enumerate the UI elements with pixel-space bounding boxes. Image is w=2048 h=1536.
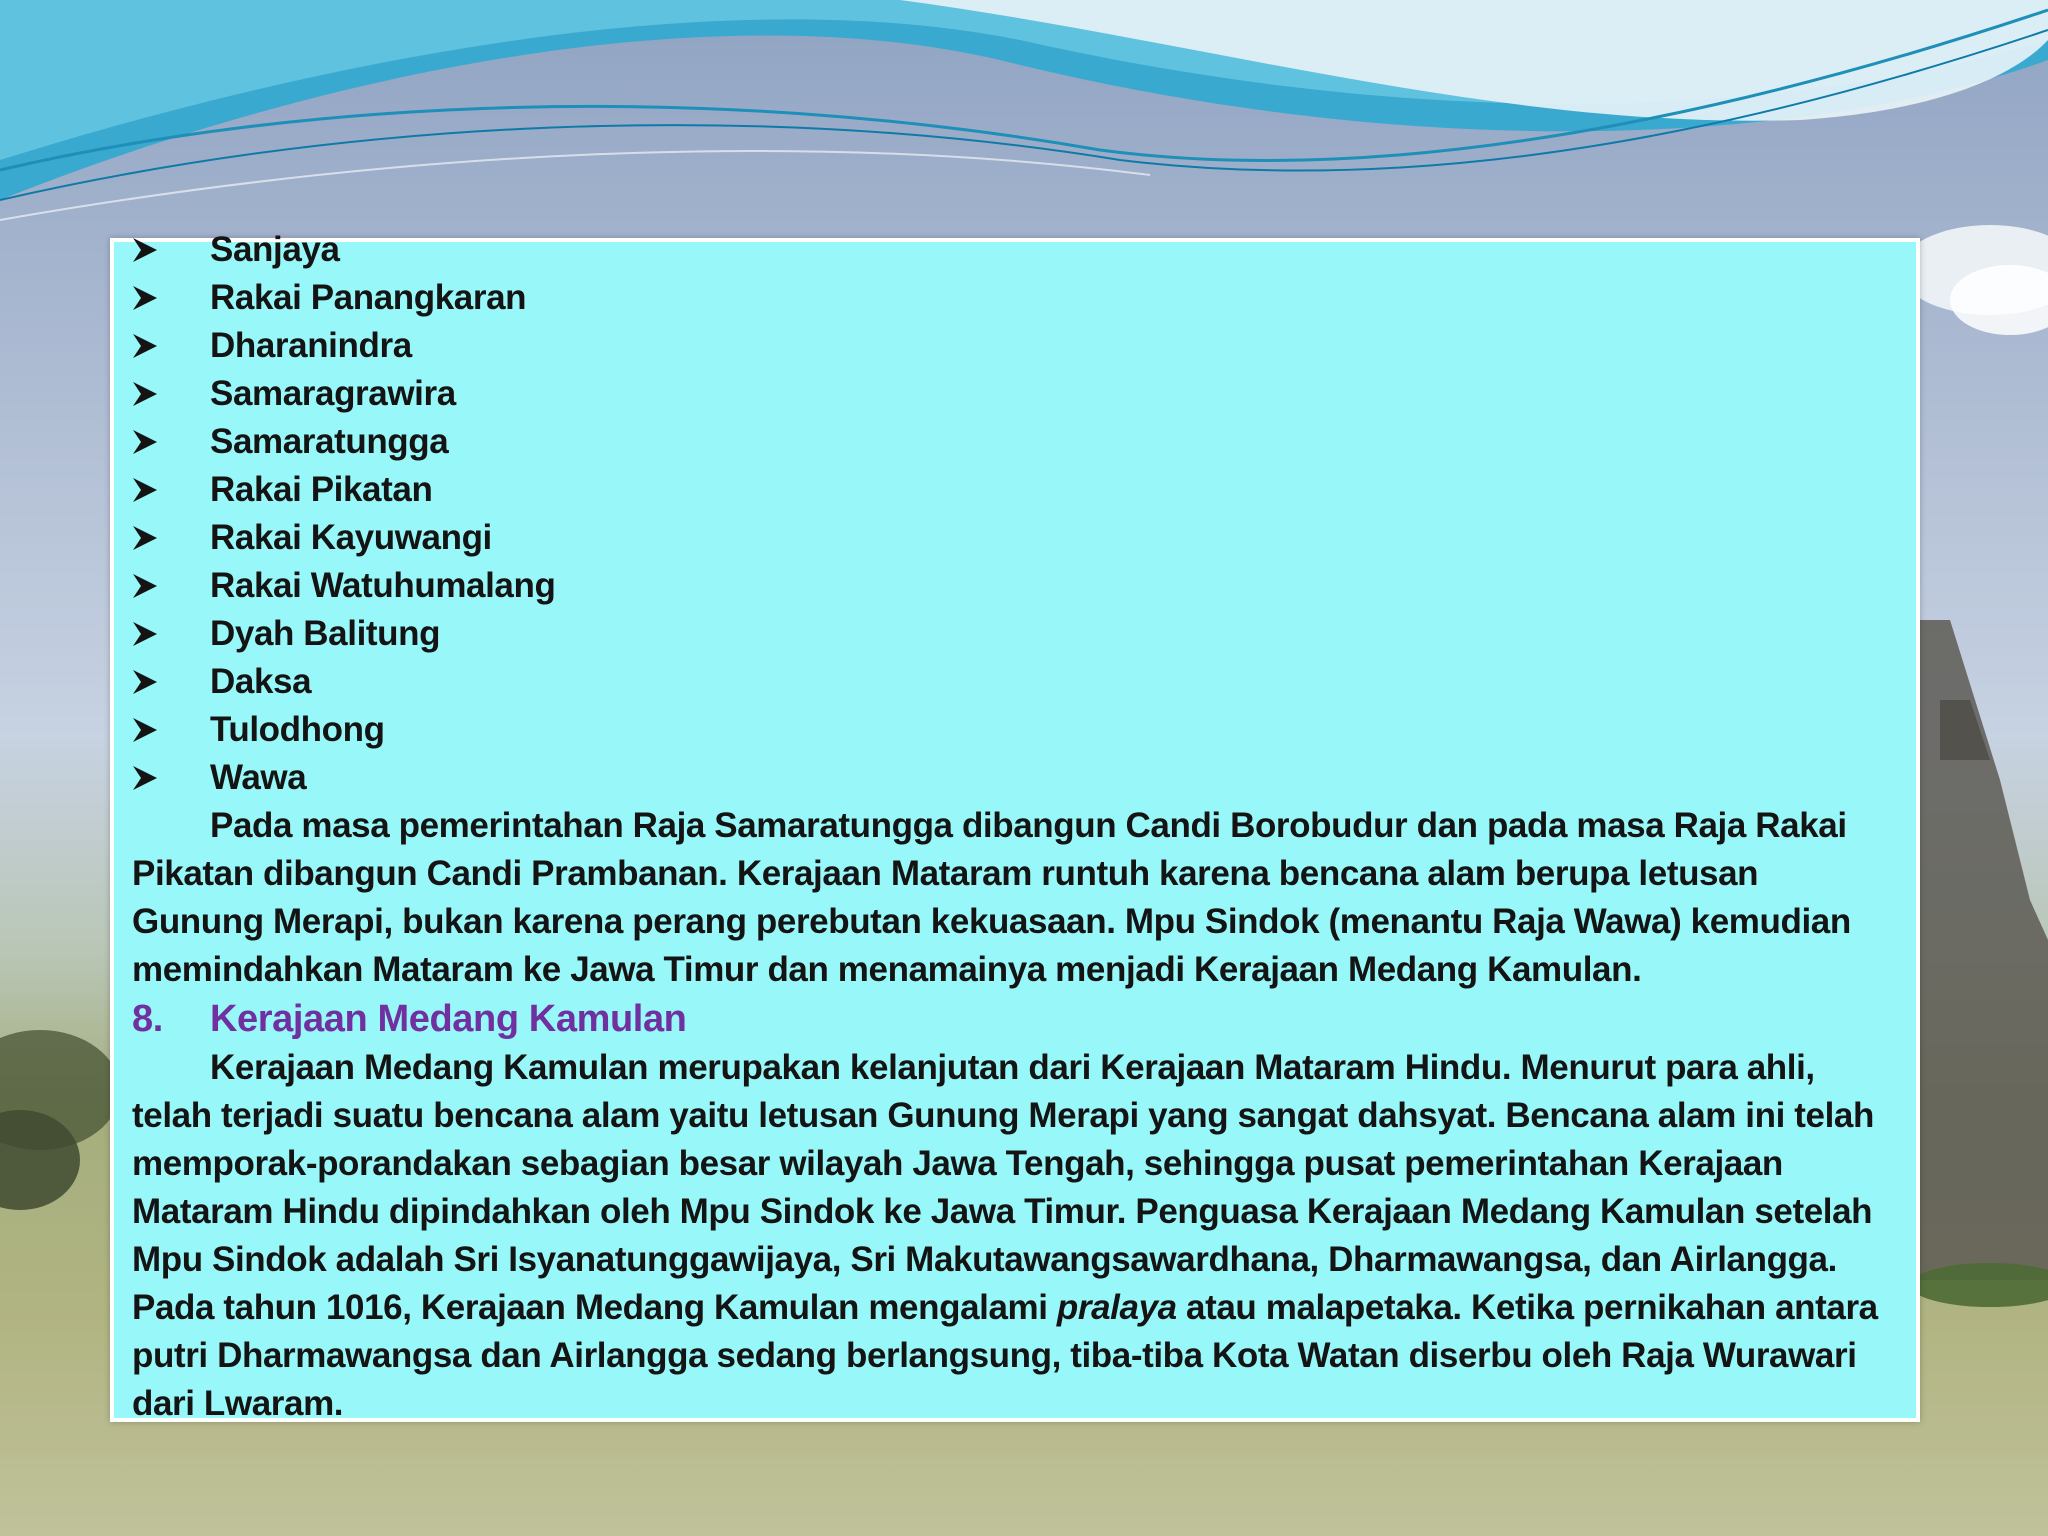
king-name: Rakai Watuhumalang xyxy=(210,566,556,605)
arrow-bullet-icon xyxy=(132,381,210,407)
paragraph-text: Kerajaan Medang Kamulan merupakan kelanjutan dari Kerajaan Mataram Hindu. Menurut para ahli, telah terjadi suatu bencana alam yaitu letusan Gunung Merapi yang sangat dahsyat. Bencana alam ini telah memporak-porandakan sebagian besar wilayah Jawa Tengah, sehingga pusat pemerintahan Kerajaan Mataram Hindu dipindahkan oleh Mpu Sindok ke Jawa Timur. Penguasa Kerajaan Medang Kamulan setelah Mpu Sindok adalah Sri Isyanatunggawijaya, Sri Makutawangsawardhana, Dharmawangsa, dan Airlangga. Pada tahun 1016, Kerajaan Medang Kamulan mengalami xyxy=(132,1048,1874,1327)
list-item xyxy=(132,226,1892,274)
arrow-bullet-icon xyxy=(132,285,210,311)
king-name: Rakai Kayuwangi xyxy=(210,518,492,557)
list-item xyxy=(132,610,1892,658)
paragraph-mataram: Pada masa pemerintahan Raja Samaratungga dibangun Candi Borobudur dan pada masa Raja Rakai Pikatan dibangun Candi Prambanan. Kerajaan Mataram runtuh karena bencana alam berupa letusan Gunung Merapi, bukan karena perang perebutan kekuasaan. Mpu Sindok (menantu Raja Wawa) kemudian memindahkan Mataram ke Jawa Timur dan menamainya menjadi Kerajaan Medang Kamulan. xyxy=(132,806,1851,989)
list-item xyxy=(132,466,1892,514)
king-name: Samaragrawira xyxy=(210,374,456,413)
arrow-bullet-icon xyxy=(132,429,210,455)
section-number: 8. xyxy=(132,998,163,1040)
king-name: Rakai Pikatan xyxy=(210,470,433,509)
list-item xyxy=(132,274,1892,322)
list-item xyxy=(132,754,1892,802)
king-name: Dyah Balitung xyxy=(210,614,441,653)
list-item xyxy=(132,514,1892,562)
arrow-bullet-icon xyxy=(132,717,210,743)
king-name: Tulodhong xyxy=(210,710,385,749)
section-heading xyxy=(132,994,1892,1044)
arrow-bullet-icon xyxy=(132,333,210,359)
arrow-bullet-icon xyxy=(132,669,210,695)
italic-term: pralaya xyxy=(1056,1288,1177,1327)
list-item xyxy=(132,322,1892,370)
arrow-bullet-icon xyxy=(132,237,210,263)
slide-content xyxy=(132,226,1892,1428)
king-name: Wawa xyxy=(210,758,307,797)
arrow-bullet-icon xyxy=(132,525,210,551)
list-item xyxy=(132,562,1892,610)
list-item xyxy=(132,706,1892,754)
list-item xyxy=(132,658,1892,706)
list-item xyxy=(132,418,1892,466)
list-item xyxy=(132,370,1892,418)
king-name: Rakai Panangkaran xyxy=(210,278,527,317)
king-name: Daksa xyxy=(210,662,312,701)
arrow-bullet-icon xyxy=(132,621,210,647)
paragraph-text: atau malapetaka. Ketika pernikahan antara putri Dharmawangsa dan Airlangga sedang berlangsung, tiba-tiba Kota Watan diserbu oleh Raja Wurawari dari Lwaram. xyxy=(132,1288,1878,1423)
arrow-bullet-icon xyxy=(132,477,210,503)
paragraph-medang-kamulan xyxy=(132,1044,1892,1428)
king-name: Samaratungga xyxy=(210,422,449,461)
arrow-bullet-icon xyxy=(132,765,210,791)
arrow-bullet-icon xyxy=(132,573,210,599)
kings-list xyxy=(132,226,1892,802)
king-name: Sanjaya xyxy=(210,230,340,269)
section-title: Kerajaan Medang Kamulan xyxy=(210,998,687,1040)
king-name: Dharanindra xyxy=(210,326,412,365)
